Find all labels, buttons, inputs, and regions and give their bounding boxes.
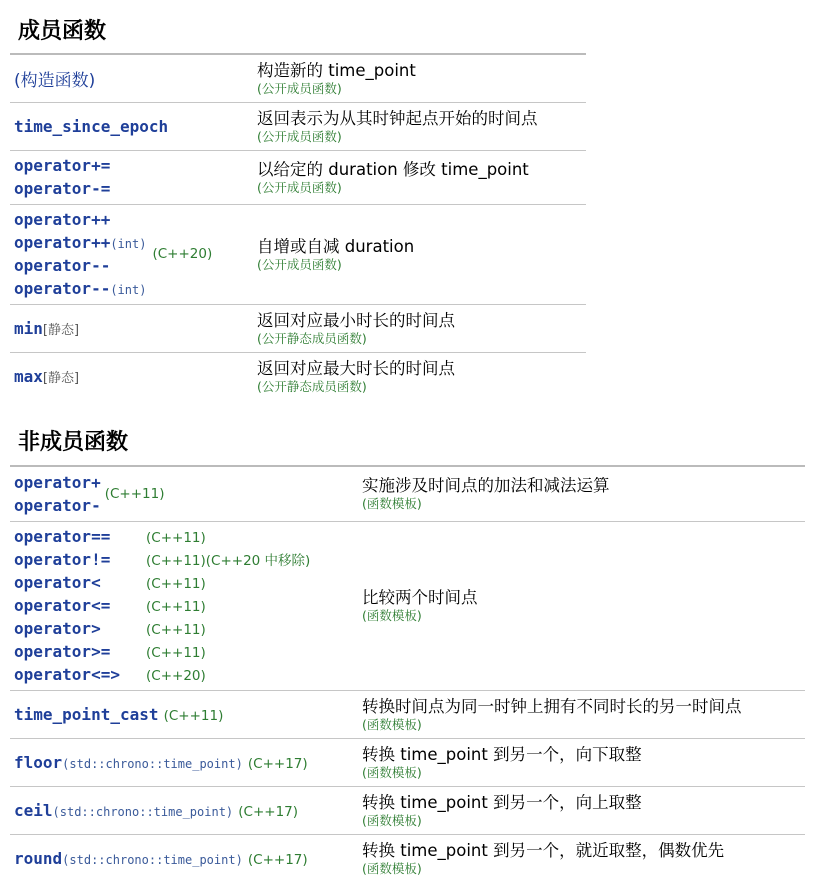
param-int: (int) [110, 237, 147, 251]
non-member-functions-heading: 非成员函数 [18, 430, 129, 455]
version-badge: (C++20) [152, 246, 213, 262]
version-badge: (C++11) [146, 530, 206, 546]
time-since-epoch-link[interactable]: time_since_epoch [14, 116, 169, 136]
version-badge: (C++11) [146, 576, 206, 592]
row-note: (公开成员函数) [257, 179, 342, 195]
row-description: 以给定的 duration 修改 time_point [257, 159, 529, 179]
row-note: (公开成员函数) [257, 256, 342, 272]
operator-minus-assign-link[interactable]: operator-= [14, 179, 111, 198]
operator-plus-link[interactable]: operator+ [14, 472, 101, 492]
table-row [10, 466, 805, 521]
row-note: (公开静态成员函数) [257, 378, 367, 394]
ceil-link[interactable]: ceil [14, 800, 53, 820]
row-description: 转换 time_point 到另一个，向下取整 [362, 744, 642, 764]
table-row [10, 102, 586, 150]
row-note: (函数模板) [362, 496, 422, 512]
operator-less-link[interactable]: operator< [14, 573, 101, 592]
row-note: (函数模板) [362, 716, 422, 732]
row-note: (公开成员函数) [257, 128, 342, 144]
version-badge: (C++11) [146, 622, 206, 638]
version-badge: (C++11) [104, 485, 165, 502]
operator-post-increment-link[interactable]: operator++ [14, 233, 111, 252]
row-description: 构造新的 time_point [257, 60, 416, 80]
operator-greater-equal-link[interactable]: operator>= [14, 642, 111, 661]
operator-minus-link[interactable]: operator- [14, 495, 101, 515]
row-description: 转换时间点为同一时钟上拥有不同时长的另一时间点 [362, 696, 742, 716]
operator-increment-link[interactable]: operator++ [14, 210, 111, 229]
version-badge: (C++11) [146, 599, 206, 615]
operator-not-equal-link[interactable]: operator!= [14, 550, 111, 569]
row-description: 自增或自减 duration [257, 236, 415, 256]
table-row [10, 690, 805, 738]
table-row [10, 150, 586, 204]
table-row [10, 521, 805, 690]
version-badge: (C++11) [163, 707, 224, 724]
round-link[interactable]: round [14, 848, 63, 868]
floor-link[interactable]: floor [14, 752, 63, 772]
member-functions-heading: 成员函数 [18, 19, 107, 44]
row-note: (函数模板) [362, 812, 422, 828]
version-badge: (C++20) [146, 668, 206, 684]
version-badge: (C++17) [247, 851, 308, 868]
row-description: 转换 time_point 到另一个，就近取整，偶数优先 [362, 840, 725, 860]
member-functions-table [10, 53, 586, 400]
param-time-point: (std::chrono::time_point) [52, 804, 234, 819]
operator-post-decrement-link[interactable]: operator-- [14, 279, 111, 298]
table-row [10, 204, 586, 304]
row-description: 返回对应最小时长的时间点 [257, 310, 455, 330]
operator-greater-link[interactable]: operator> [14, 619, 101, 638]
row-description: 比较两个时间点 [362, 588, 478, 607]
operator-spaceship-link[interactable]: operator<=> [14, 665, 120, 684]
static-tag: [静态] [42, 322, 80, 338]
row-note: (函数模板) [362, 764, 422, 780]
param-time-point: (std::chrono::time_point) [62, 852, 243, 867]
row-description: 返回表示为从其时钟起点开始的时间点 [257, 108, 538, 128]
table-row [10, 352, 586, 400]
version-badge: (C++11)(C++20 中移除) [146, 553, 311, 569]
row-description: 转换 time_point 到另一个，向上取整 [362, 792, 642, 812]
param-int: (int) [110, 283, 147, 297]
row-note: (公开成员函数) [257, 80, 342, 96]
non-member-functions-table [10, 465, 805, 882]
operator-plus-assign-link[interactable]: operator+= [14, 156, 111, 175]
version-badge: (C++17) [247, 755, 308, 772]
max-link[interactable]: max [14, 366, 43, 386]
table-row [10, 786, 805, 834]
row-note: (公开静态成员函数) [257, 330, 367, 346]
static-tag: [静态] [42, 370, 80, 386]
row-description: 实施涉及时间点的加法和减法运算 [362, 476, 610, 496]
table-row [10, 54, 586, 102]
operator-less-equal-link[interactable]: operator<= [14, 596, 111, 615]
operator-decrement-link[interactable]: operator-- [14, 256, 111, 275]
row-note: (函数模板) [362, 860, 422, 876]
constructor-link[interactable]: (构造函数) [14, 70, 96, 91]
param-time-point: (std::chrono::time_point) [62, 756, 243, 771]
row-note: (函数模板) [362, 608, 422, 623]
version-badge: (C++11) [146, 645, 206, 661]
version-badge: (C++17) [238, 803, 299, 820]
time-point-cast-link[interactable]: time_point_cast [14, 704, 159, 724]
table-row [10, 738, 805, 786]
table-row [10, 304, 586, 352]
row-description: 返回对应最大时长的时间点 [257, 358, 455, 378]
min-link[interactable]: min [14, 318, 43, 338]
operator-equal-link[interactable]: operator== [14, 527, 111, 546]
